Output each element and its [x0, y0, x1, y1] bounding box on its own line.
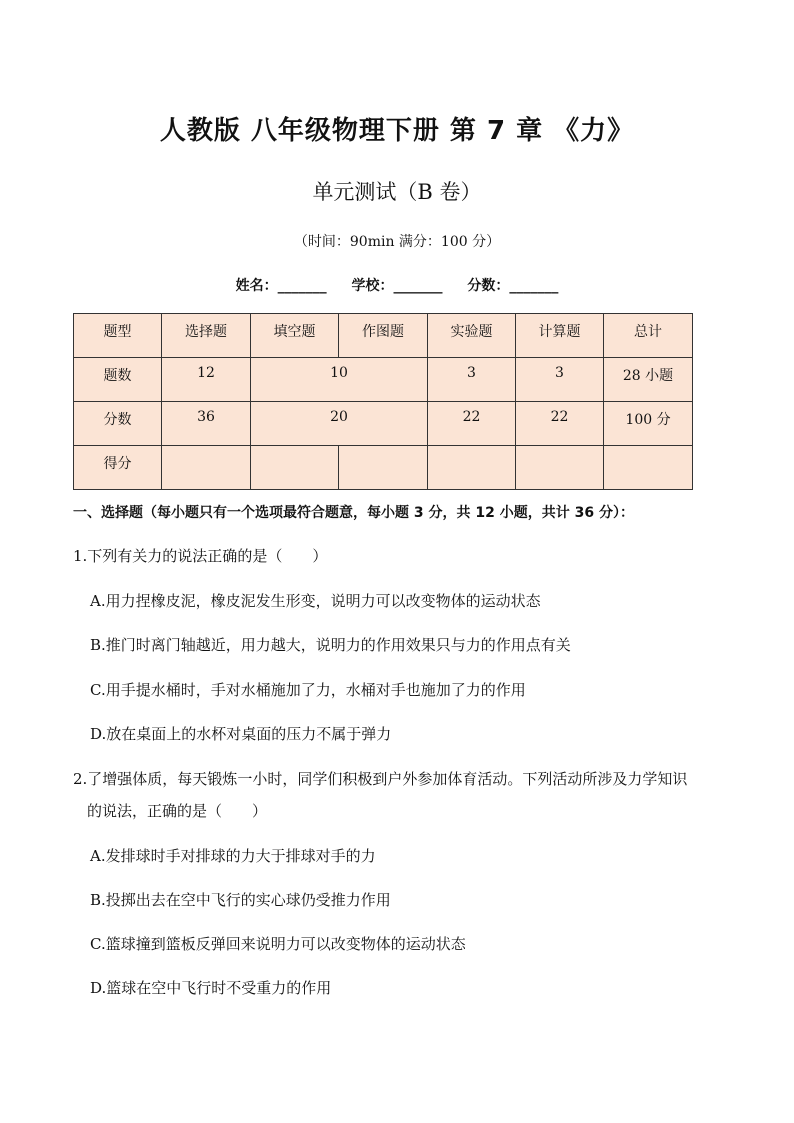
score-table — [73, 313, 693, 490]
option-a: A.发排球时手对排球的力大于排球对手的力 — [90, 847, 376, 865]
table-header-cell: 总计 — [604, 314, 693, 358]
table-cell: 3 — [428, 358, 516, 402]
table-cell: 22 — [516, 402, 604, 446]
table-cell[interactable] — [339, 446, 428, 490]
table-cell: 100 分 — [604, 402, 693, 446]
table-cell: 36 — [162, 402, 251, 446]
option-a: A.用力捏橡皮泥，橡皮泥发生形变，说明力可以改变物体的运动状态 — [90, 592, 541, 610]
question-stem: 1.下列有关力的说法正确的是（ ） — [73, 547, 328, 565]
table-cell: 20 — [251, 402, 428, 446]
name-field[interactable]: 姓名：_______ — [235, 278, 327, 294]
option-d: D.篮球在空中飞行时不受重力的作用 — [90, 979, 332, 997]
score-field[interactable]: 分数：_______ — [467, 278, 559, 294]
table-cell: 28 小题 — [604, 358, 693, 402]
table-header-cell: 选择题 — [162, 314, 251, 358]
option-c: C.用手提水桶时，手对水桶施加了力，水桶对手也施加了力的作用 — [90, 681, 526, 699]
section-heading: 一、选择题（每小题只有一个选项最符合题意，每小题 3 分，共 12 小题，共计 36 分）： — [73, 505, 634, 521]
option-b: B.投掷出去在空中飞行的实心球仍受推力作用 — [90, 891, 391, 909]
table-row-label: 得分 — [74, 446, 162, 490]
table-cell[interactable] — [162, 446, 251, 490]
table-cell[interactable] — [251, 446, 339, 490]
table-cell: 10 — [251, 358, 428, 402]
option-c: C.篮球撞到篮板反弹回来说明力可以改变物体的运动状态 — [90, 935, 466, 953]
page-title: 人教版 八年级物理下册 第 7 章 《力》 — [159, 116, 635, 146]
table-cell[interactable] — [604, 446, 693, 490]
option-b: B.推门时离门轴越近，用力越大，说明力的作用效果只与力的作用点有关 — [90, 636, 571, 654]
table-row-label: 题数 — [74, 358, 162, 402]
table-header-cell: 实验题 — [428, 314, 516, 358]
question-stem: 2.了增强体质，每天锻炼一小时，同学们积极到户外参加体育活动。下列活动所涉及力学知识 — [73, 770, 688, 788]
table-header-row — [74, 314, 693, 358]
table-cell[interactable] — [428, 446, 516, 490]
table-header-cell: 填空题 — [251, 314, 339, 358]
page-subtitle: 单元测试（B 卷） — [312, 180, 482, 204]
table-cell[interactable] — [516, 446, 604, 490]
question-stem-continued: 的说法，正确的是（ ） — [87, 802, 268, 820]
table-header-cell: 作图题 — [339, 314, 428, 358]
table-header-cell: 题型 — [74, 314, 162, 358]
table-row — [74, 446, 693, 490]
table-row — [74, 358, 693, 402]
option-d: D.放在桌面上的水杯对桌面的压力不属于弹力 — [90, 725, 392, 743]
table-cell: 3 — [516, 358, 604, 402]
table-header-cell: 计算题 — [516, 314, 604, 358]
time-info: （时间：90min 满分：100 分） — [293, 234, 501, 250]
table-row-label: 分数 — [74, 402, 162, 446]
table-cell: 12 — [162, 358, 251, 402]
table-cell: 22 — [428, 402, 516, 446]
school-field[interactable]: 学校：_______ — [351, 278, 443, 294]
student-info-fields — [0, 275, 794, 295]
table-row — [74, 402, 693, 446]
